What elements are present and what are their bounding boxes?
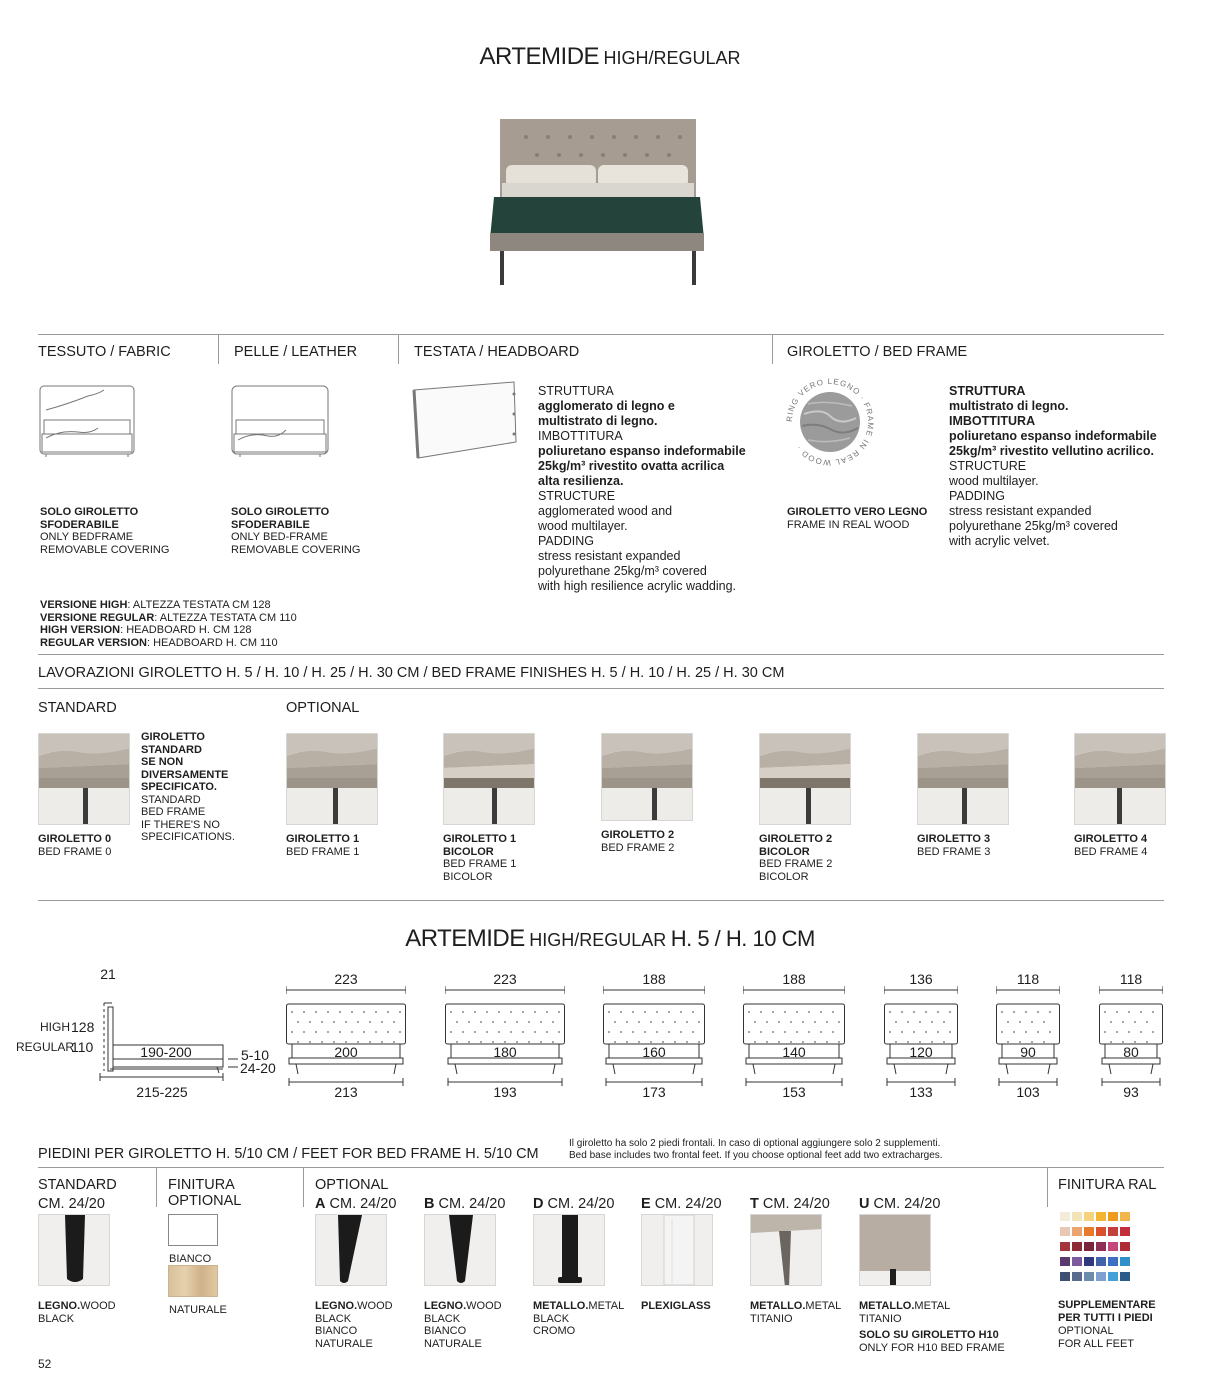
bed-frame-finish-image: [1074, 733, 1166, 825]
headboard-specs: STRUTTURA agglomerato di legno e multistrato di legno. IMBOTTITURA poliuretano espanso indeformabile 25kg/m³ rivestito ovatta acrilica alta resilienza. STRUCTURE agglomerated wood and wood multilayer. PADDING stress resistant expanded polyurethane 25kg/m³ covered with high resilience acrylic wadding.: [538, 384, 746, 593]
side-high-value: 128: [71, 1019, 95, 1035]
front-top-dim: 223: [493, 971, 517, 987]
ral-color-swatch[interactable]: [1060, 1257, 1070, 1266]
side-total-dim: 215-225: [136, 1084, 188, 1100]
ral-color-swatch[interactable]: [1120, 1242, 1130, 1251]
standard-note: GIROLETTO STANDARD SE NON DIVERSAMENTE SPECIFICATO. STANDARD BED FRAME IF THERE'S NO SPECIFICATIONS.: [141, 731, 235, 843]
ral-color-swatch[interactable]: [1060, 1242, 1070, 1251]
frame1-caption: GIROLETTO 1 BED FRAME 1: [286, 833, 360, 858]
feet-finish-label: FINITURA OPTIONAL: [168, 1177, 242, 1209]
front-top-dim: 188: [782, 971, 806, 987]
front-top-dim: 118: [1119, 971, 1143, 987]
finishes-heading: LAVORAZIONI GIROLETTO H. 5 / H. 10 / H. 25 / H. 30 CM / BED FRAME FINISHES H. 5 / H. 10 / H. 25 / H. 30 CM: [38, 665, 785, 681]
title-main: ARTEMIDE: [479, 43, 600, 70]
front-mattress-dim: 160: [642, 1044, 666, 1060]
front-view-diagram: [884, 970, 958, 1102]
optional-foot-caption: PLEXIGLASS: [641, 1300, 711, 1312]
ral-color-swatch[interactable]: [1084, 1242, 1094, 1251]
ral-color-swatch[interactable]: [1084, 1227, 1094, 1236]
front-bottom-dim: 193: [493, 1084, 517, 1100]
fabric-bed-sketch: [38, 384, 136, 458]
feet-note: Il giroletto ha solo 2 piedi frontali. In caso di optional aggiungere solo 2 supplementi. Bed base includes two frontal feet. If you choose optional feet add two extracharges.: [569, 1138, 943, 1161]
front-bottom-dim: 213: [334, 1084, 358, 1100]
optional-foot-caption: METALLO.METAL TITANIO: [750, 1300, 842, 1325]
front-view-diagram: [286, 970, 406, 1102]
bed-frame-finish-image: [443, 733, 535, 825]
front-mattress-dim: 90: [1020, 1044, 1036, 1060]
bed-frame-finish-image: [601, 733, 693, 821]
optional-foot-image[interactable]: [641, 1214, 713, 1286]
front-mattress-dim: 140: [782, 1044, 806, 1060]
side-height-dim-2: 24-20: [240, 1060, 276, 1076]
front-top-dim: 118: [1016, 971, 1040, 987]
fabric-caption: SOLO GIROLETTO SFODERABILE ONLY BEDFRAME REMOVABLE COVERING: [40, 506, 170, 556]
side-height-dim-1: 5-10: [241, 1047, 270, 1063]
finishes-standard-label: STANDARD: [38, 700, 117, 716]
headboard-heading: TESTATA / HEADBOARD: [414, 344, 580, 360]
front-view-diagram: [1099, 970, 1163, 1102]
front-bottom-dim: 153: [782, 1084, 806, 1100]
ral-color-swatch[interactable]: [1072, 1227, 1082, 1236]
optional-foot-caption: METALLO.METAL BLACK CROMO: [533, 1300, 625, 1337]
ral-color-swatch[interactable]: [1120, 1212, 1130, 1221]
front-mattress-dim: 180: [493, 1044, 517, 1060]
frame3-caption: GIROLETTO 3 BED FRAME 3: [917, 833, 991, 858]
svg-text:RING VERO LEGNO · FRAME IN REA: RING VERO LEGNO · FRAME IN REAL WOOD ·: [784, 376, 876, 468]
optional-foot-size: E CM. 24/20: [641, 1196, 722, 1212]
frame1-bicolor-caption: GIROLETTO 1 BICOLOR BED FRAME 1 BICOLOR: [443, 833, 517, 883]
ral-color-swatch[interactable]: [1108, 1212, 1118, 1221]
feet-standard-label: STANDARD: [38, 1177, 117, 1193]
leather-heading: PELLE / LEATHER: [234, 344, 358, 360]
front-mattress-dim: 200: [334, 1044, 358, 1060]
bedframe-caption: GIROLETTO VERO LEGNO FRAME IN REAL WOOD: [787, 506, 928, 531]
ral-color-swatch[interactable]: [1060, 1212, 1070, 1221]
title-sub: HIGH/REGULAR: [603, 48, 741, 68]
ral-color-swatch[interactable]: [1084, 1257, 1094, 1266]
optional-foot-image[interactable]: [315, 1214, 387, 1286]
ral-label: FINITURA RAL: [1058, 1177, 1157, 1193]
ral-color-swatch[interactable]: [1072, 1272, 1082, 1281]
frame4-caption: GIROLETTO 4 BED FRAME 4: [1074, 833, 1148, 858]
ral-color-swatch[interactable]: [1072, 1212, 1082, 1221]
front-top-dim: 136: [909, 971, 933, 987]
front-view-diagram: [743, 970, 845, 1102]
bed-frame-finish-image: [286, 733, 378, 825]
frame0-caption: GIROLETTO 0 BED FRAME 0: [38, 833, 112, 858]
bianco-label: BIANCO: [169, 1253, 212, 1265]
optional-foot-caption: LEGNO.WOOD BLACK BIANCO NATURALE: [424, 1300, 502, 1350]
optional-foot-image[interactable]: [424, 1214, 496, 1286]
ral-color-swatch[interactable]: [1108, 1272, 1118, 1281]
front-mattress-dim: 80: [1123, 1044, 1139, 1060]
optional-foot-size: B CM. 24/20: [424, 1196, 506, 1212]
bed-frame-finish-image: [38, 733, 130, 825]
ral-color-swatch[interactable]: [1108, 1227, 1118, 1236]
side-regular-label: REGULAR: [16, 1040, 75, 1054]
bed-frame-finish-image: [759, 733, 851, 825]
feet-optional-label: OPTIONAL: [315, 1177, 389, 1193]
bianco-swatch[interactable]: [168, 1214, 218, 1246]
side-high-label: HIGH: [40, 1020, 70, 1034]
ral-color-swatch[interactable]: [1060, 1227, 1070, 1236]
side-top-dim: 21: [100, 966, 116, 982]
ral-color-swatch[interactable]: [1072, 1242, 1082, 1251]
real-wood-seal: [782, 374, 878, 470]
page-title: [0, 43, 1220, 71]
fabric-heading: TESSUTO / FABRIC: [38, 344, 171, 360]
standard-foot-image: [38, 1214, 110, 1286]
frame2-bicolor-caption: GIROLETTO 2 BICOLOR BED FRAME 2 BICOLOR: [759, 833, 833, 883]
ral-color-swatch[interactable]: [1084, 1212, 1094, 1221]
bedframe-specs: STRUTTURA multistrato di legno. IMBOTTITURA poliuretano espanso indeformabile 25kg/m³ rivestito vellutino acrilico. STRUCTURE wood multilayer. PADDING stress resistant expanded polyurethane 25kg/m³ covered with acrylic velvet.: [949, 384, 1157, 548]
optional-foot-image[interactable]: [859, 1214, 931, 1286]
front-bottom-dim: 173: [642, 1084, 666, 1100]
front-top-dim: 188: [642, 971, 666, 987]
naturale-swatch[interactable]: [168, 1265, 218, 1297]
optional-foot-caption: METALLO.METAL TITANIO SOLO SU GIROLETTO H10 ONLY FOR H10 BED FRAME: [859, 1300, 1005, 1354]
ral-color-swatch[interactable]: [1120, 1272, 1130, 1281]
feet-heading: PIEDINI PER GIROLETTO H. 5/10 CM / FEET FOR BED FRAME H. 5/10 CM: [38, 1146, 539, 1162]
dimensions-title: ARTEMIDE HIGH/REGULAR H. 5 / H. 10 CM: [405, 925, 815, 952]
bed-frame-finish-image: [917, 733, 1009, 825]
ral-color-swatch[interactable]: [1120, 1227, 1130, 1236]
optional-foot-size: U CM. 24/20: [859, 1196, 941, 1212]
page-number: 52: [38, 1357, 52, 1371]
bedframe-heading: GIROLETTO / BED FRAME: [787, 344, 968, 360]
standard-foot-caption: LEGNO.WOOD BLACK: [38, 1300, 116, 1325]
front-mattress-dim: 120: [909, 1044, 933, 1060]
frame2-caption: GIROLETTO 2 BED FRAME 2: [601, 829, 675, 854]
ral-color-swatch[interactable]: [1120, 1257, 1130, 1266]
leather-bed-sketch: [230, 384, 332, 458]
optional-foot-size: A CM. 24/20: [315, 1196, 397, 1212]
optional-foot-size: T CM. 24/20: [750, 1196, 830, 1212]
front-bottom-dim: 103: [1016, 1084, 1040, 1100]
front-bottom-dim: 93: [1123, 1084, 1139, 1100]
ral-color-swatch[interactable]: [1108, 1242, 1118, 1251]
finishes-optional-label: OPTIONAL: [286, 700, 360, 716]
front-bottom-dim: 133: [909, 1084, 933, 1100]
bed-photo: [486, 113, 724, 293]
front-view-diagram: [603, 970, 705, 1102]
side-regular-value: 110: [71, 1039, 94, 1055]
version-list: VERSIONE HIGH: ALTEZZA TESTATA CM 128 VERSIONE REGULAR: ALTEZZA TESTATA CM 110 HIGH VERSION: HEADBOARD H. CM 128 REGULAR VERSION: HEADBOARD H. CM 110: [40, 599, 297, 649]
ral-color-swatch[interactable]: [1096, 1242, 1106, 1251]
ral-color-swatch[interactable]: [1108, 1257, 1118, 1266]
ral-caption: SUPPLEMENTARE PER TUTTI I PIEDI OPTIONAL FOR ALL FEET: [1058, 1299, 1156, 1350]
ral-color-swatch[interactable]: [1072, 1257, 1082, 1266]
ral-swatch-grid: [1060, 1212, 1132, 1288]
optional-foot-image[interactable]: [533, 1214, 605, 1286]
ral-color-swatch[interactable]: [1096, 1272, 1106, 1281]
optional-foot-size: D CM. 24/20: [533, 1196, 615, 1212]
front-top-dim: 223: [334, 971, 358, 987]
side-length-dim: 190-200: [140, 1044, 192, 1060]
ral-color-swatch[interactable]: [1096, 1227, 1106, 1236]
leather-caption: SOLO GIROLETTO SFODERABILE ONLY BED-FRAME REMOVABLE COVERING: [231, 506, 361, 556]
optional-foot-image[interactable]: [750, 1214, 822, 1286]
ral-color-swatch[interactable]: [1060, 1272, 1070, 1281]
ral-color-swatch[interactable]: [1084, 1272, 1094, 1281]
front-view-diagram: [996, 970, 1060, 1102]
naturale-label: NATURALE: [169, 1304, 227, 1316]
ral-color-swatch[interactable]: [1096, 1257, 1106, 1266]
headboard-sketch: [410, 380, 518, 460]
front-view-diagram: [445, 970, 565, 1102]
optional-foot-caption: LEGNO.WOOD BLACK BIANCO NATURALE: [315, 1300, 393, 1350]
feet-standard-size: CM. 24/20: [38, 1196, 105, 1212]
ral-color-swatch[interactable]: [1096, 1212, 1106, 1221]
